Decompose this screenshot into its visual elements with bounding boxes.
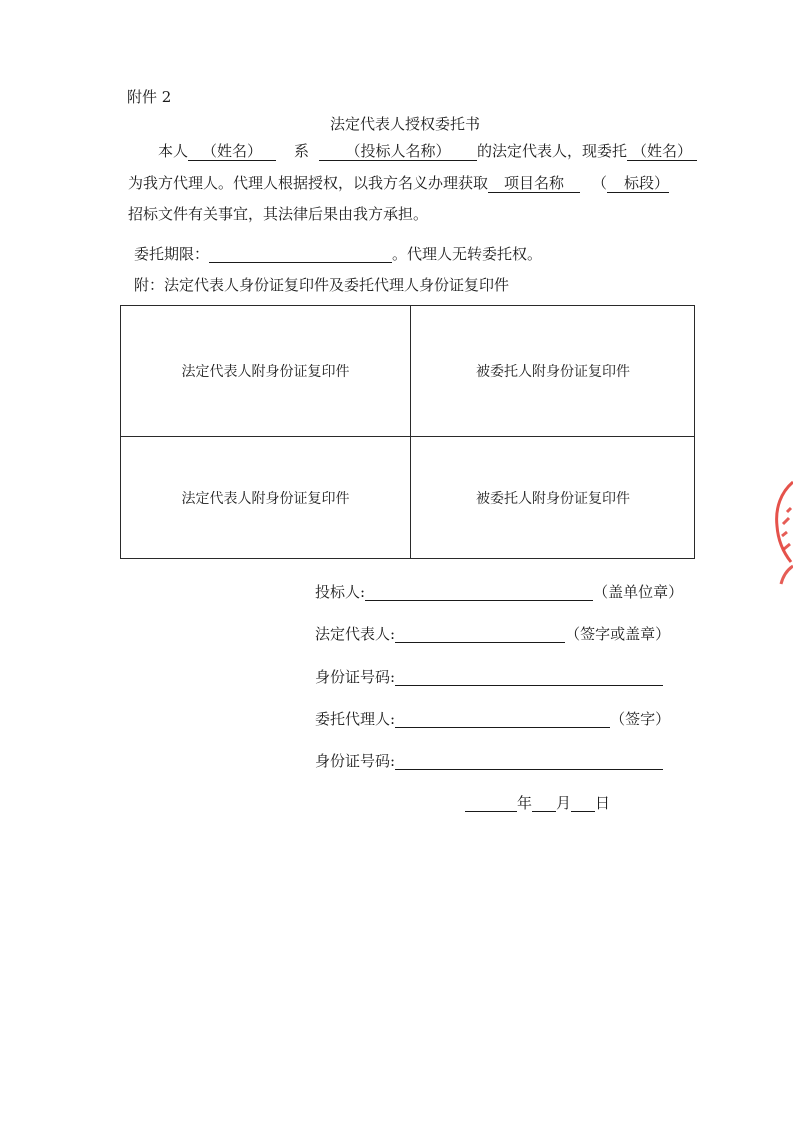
- term-line: [134, 245, 542, 263]
- para1-prefix: 本人: [158, 142, 189, 160]
- blank-legal-rep-name[interactable]: （姓名）: [188, 143, 276, 161]
- id-number-row-1: [315, 668, 663, 686]
- grid-cell-bottom-left[interactable]: 法定代表人附身份证复印件: [181, 491, 350, 507]
- agent-blank[interactable]: [395, 713, 610, 728]
- month-label: 月: [556, 794, 572, 812]
- attachment-label: 附件 2: [127, 88, 172, 106]
- month-blank[interactable]: [532, 797, 556, 812]
- term-blank[interactable]: [209, 248, 392, 263]
- day-blank[interactable]: [571, 797, 595, 812]
- grid-divider-vertical: [410, 306, 411, 558]
- legal-rep-row: [315, 625, 670, 643]
- appendix-note: 附：法定代表人身份证复印件及委托代理人身份证复印件: [134, 276, 510, 294]
- id-number-label-1: 身份证号码:: [315, 668, 396, 686]
- bidder-note: （盖单位章）: [593, 583, 684, 601]
- agent-note: （签字）: [610, 710, 671, 728]
- bidder-row: [315, 583, 683, 601]
- date-line: [465, 794, 610, 812]
- blank-bidder-name[interactable]: （投标人名称）: [319, 143, 477, 161]
- blank-project-name[interactable]: 项目名称: [488, 175, 580, 193]
- agent-row: [315, 710, 670, 728]
- para2-paren: （: [592, 174, 608, 192]
- legal-rep-label: 法定代表人:: [315, 625, 396, 643]
- term-suffix: 。代理人无转委托权。: [392, 245, 543, 263]
- para1-xi: 系: [294, 142, 310, 160]
- legal-rep-blank[interactable]: [395, 628, 565, 643]
- term-label: 委托期限：: [134, 245, 210, 263]
- year-label: 年: [517, 794, 533, 812]
- agent-label: 委托代理人:: [315, 710, 396, 728]
- grid-cell-top-right[interactable]: 被委托人附身份证复印件: [476, 364, 630, 380]
- partial-seal-stamp: [767, 478, 793, 588]
- grid-cell-bottom-right[interactable]: 被委托人附身份证复印件: [476, 491, 630, 507]
- para1-mid: 的法定代表人，现委托: [477, 142, 628, 160]
- para2-text: 为我方代理人。代理人根据授权，以我方名义办理获取: [128, 174, 489, 192]
- para-line-1: [158, 142, 697, 161]
- id-number-blank-2[interactable]: [395, 755, 663, 770]
- legal-rep-note: （签字或盖章）: [565, 625, 671, 643]
- id-number-row-2: [315, 752, 663, 770]
- blank-agent-name[interactable]: （姓名）: [627, 143, 697, 161]
- id-number-label-2: 身份证号码:: [315, 752, 396, 770]
- page-title: 法定代表人授权委托书: [330, 115, 481, 133]
- para-line-3: 招标文件有关事宜，其法律后果由我方承担。: [128, 205, 429, 223]
- day-label: 日: [595, 794, 611, 812]
- bidder-blank[interactable]: [365, 586, 593, 601]
- blank-section[interactable]: 标段）: [607, 175, 669, 193]
- bidder-label: 投标人:: [315, 583, 366, 601]
- year-blank[interactable]: [465, 797, 517, 812]
- grid-cell-top-left[interactable]: 法定代表人附身份证复印件: [181, 364, 350, 380]
- grid-divider-horizontal: [121, 436, 694, 437]
- id-copy-grid: [120, 305, 695, 559]
- id-number-blank-1[interactable]: [395, 671, 663, 686]
- para-line-2: [128, 174, 669, 193]
